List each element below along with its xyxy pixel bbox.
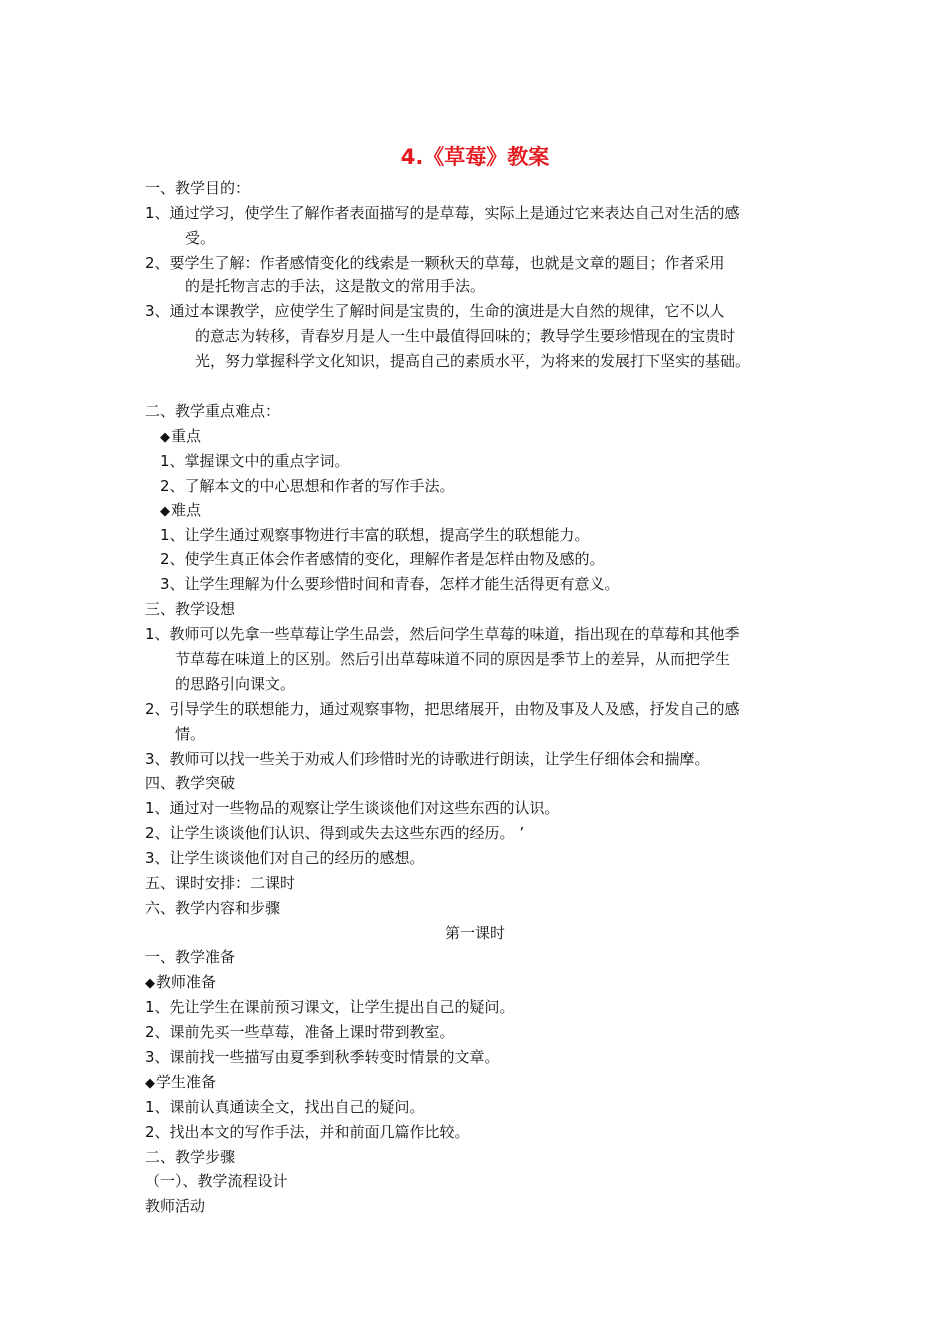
section-heading: 五、课时安排：二课时 bbox=[145, 874, 296, 892]
list-item: 1、先让学生在课前预习课文，让学生提出自己的疑问。 bbox=[145, 998, 515, 1016]
section-heading: 四、教学突破 bbox=[145, 774, 236, 792]
list-item: 2、使学生真正体会作者感情的变化，理解作者是怎样由物及感的。 bbox=[160, 550, 605, 568]
paragraph-line: 2、引导学生的联想能力，通过观察事物，把思绪展开，由物及事及人及感，抒发自己的感 bbox=[145, 700, 740, 718]
list-item: 3、课前找一些描写由夏季到秋季转变时情景的文章。 bbox=[145, 1048, 500, 1066]
paragraph-line: 1、教师可以先拿一些草莓让学生品尝，然后问学生草莓的味道，指出现在的草莓和其他季 bbox=[145, 625, 740, 643]
paragraph-line: 1、通过学习，使学生了解作者表面描写的是草莓，实际上是通过它来表达自己对生活的感 bbox=[145, 204, 740, 222]
paragraph-line: 的意志为转移，青春岁月是人一生中最值得回味的；教导学生要珍惜现在的宝贵时 bbox=[195, 327, 736, 345]
paragraph-line: 教师活动 bbox=[145, 1197, 206, 1215]
section-heading: 六、教学内容和步骤 bbox=[145, 899, 281, 917]
section-heading: 一、教学准备 bbox=[145, 948, 236, 966]
subsection-heading: （一）、教学流程设计 bbox=[145, 1172, 288, 1190]
paragraph-line: 2、要学生了解：作者感情变化的线索是一颗秋天的草莓，也就是文章的题目；作者采用 bbox=[145, 254, 725, 272]
list-item: 2、让学生谈谈他们认识、得到或失去这些东西的经历。 ’ bbox=[145, 824, 525, 842]
section-heading: 二、教学步骤 bbox=[145, 1148, 236, 1166]
subheading-label: 重点 bbox=[171, 427, 202, 445]
paragraph-line: 光，努力掌握科学文化知识，提高自己的素质水平，为将来的发展打下坚实的基础。 bbox=[195, 352, 751, 370]
list-item: 3、让学生理解为什么要珍惜时间和青春，怎样才能生活得更有意义。 bbox=[160, 575, 620, 593]
subheading-difficulties bbox=[160, 500, 201, 522]
subheading-student-prep bbox=[145, 1072, 216, 1094]
list-item: 1、通过对一些物品的观察让学生谈谈他们对这些东西的认识。 bbox=[145, 799, 560, 817]
section-heading: 二、教学重点难点： bbox=[145, 402, 281, 420]
diamond-bullet-icon: ◆ bbox=[145, 976, 155, 991]
paragraph-line: 3、通过本课教学，应使学生了解时间是宝贵的，生命的演进是大自然的规律，它不以人 bbox=[145, 302, 725, 320]
list-item: 2、了解本文的中心思想和作者的写作手法。 bbox=[160, 477, 455, 495]
document-title: 4.《草莓》教案 bbox=[400, 145, 550, 169]
paragraph-line: 3、教师可以找一些关于劝戒人们珍惜时光的诗歌进行朗读，让学生仔细体会和揣摩。 bbox=[145, 750, 710, 768]
list-item: 1、让学生通过观察事物进行丰富的联想，提高学生的联想能力。 bbox=[160, 526, 590, 544]
paragraph-line: 情。 bbox=[175, 725, 206, 743]
section-heading: 三、教学设想 bbox=[145, 600, 236, 618]
paragraph-line: 受。 bbox=[185, 229, 216, 247]
list-item: 3、让学生谈谈他们对自己的经历的感想。 bbox=[145, 849, 425, 867]
lesson-title: 第一课时 bbox=[444, 924, 505, 942]
paragraph-line: 的是托物言志的手法，这是散文的常用手法。 bbox=[185, 277, 486, 295]
list-item: 2、找出本文的写作手法，并和前面几篇作比较。 bbox=[145, 1123, 470, 1141]
list-item: 1、课前认真通读全文，找出自己的疑问。 bbox=[145, 1098, 425, 1116]
list-item: 1、掌握课文中的重点字词。 bbox=[160, 452, 350, 470]
subheading-label: 教师准备 bbox=[156, 973, 217, 991]
diamond-bullet-icon: ◆ bbox=[160, 430, 170, 445]
subheading-label: 学生准备 bbox=[156, 1073, 217, 1091]
paragraph-line: 的思路引向课文。 bbox=[175, 675, 296, 693]
section-heading: 一、教学目的： bbox=[145, 179, 251, 197]
diamond-bullet-icon: ◆ bbox=[160, 504, 170, 519]
subheading-label: 难点 bbox=[171, 501, 202, 519]
paragraph-line: 节草莓在味道上的区别。然后引出草莓味道不同的原因是季节上的差异，从而把学生 bbox=[175, 650, 731, 668]
diamond-bullet-icon: ◆ bbox=[145, 1076, 155, 1091]
subheading-key-points bbox=[160, 426, 201, 448]
subheading-teacher-prep bbox=[145, 972, 216, 994]
list-item: 2、课前先买一些草莓，准备上课时带到教室。 bbox=[145, 1023, 455, 1041]
